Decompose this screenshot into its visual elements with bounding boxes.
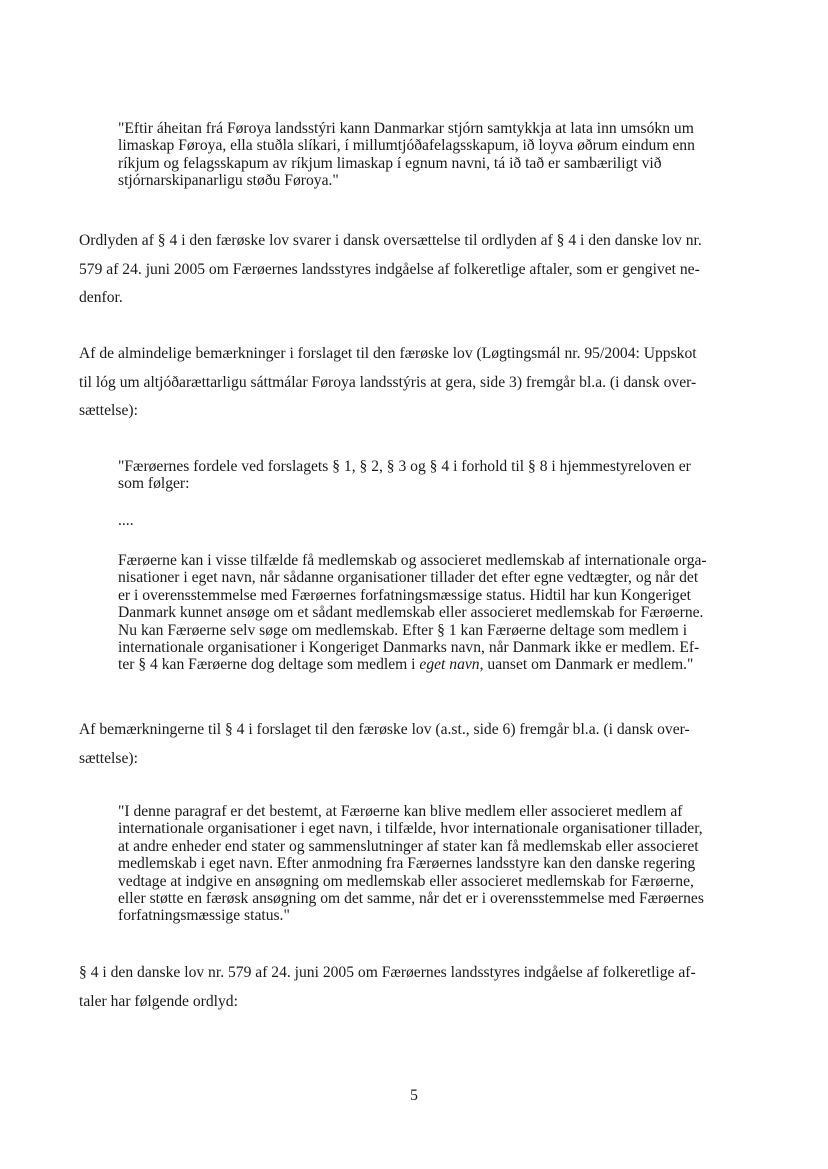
quote-line: er i overensstemmelse med Færøernes forfatningsmæssige status. Hidtil har kun Kongeriget xyxy=(118,586,691,604)
quote-line: Danmark kunnet ansøge om et sådant medlemskab eller associeret medlemskab for Færøerne. xyxy=(118,604,704,622)
paragraph-line: sættelse): xyxy=(79,402,138,420)
paragraph-line: taler har følgende ordlyd: xyxy=(79,992,238,1010)
quote-faroese-law-text xyxy=(118,120,746,190)
paragraph-line: 579 af 24. juni 2005 om Færøernes landsstyres indgåelse af folkeretlige aftaler, som er gengivet ne- xyxy=(79,260,700,278)
quote-line: eller støtte en færøsk ansøgning om det samme, når det er i overensstemmelse med Færøernes xyxy=(118,890,704,908)
paragraph-line: til lóg um altjóðarættarligu sáttmálar Føroya landsstýris at gera, side 3) fremgår bl.a. (i dansk over- xyxy=(79,373,697,391)
paragraph-section4-remarks xyxy=(79,716,749,773)
paragraph-line: Ordlyden af § 4 i den færøske lov svarer i dansk oversættelse til ordlyden af § 4 i den danske lov nr. xyxy=(79,232,702,249)
quote-advantages-intro xyxy=(118,458,746,493)
quote-line: nisationer i eget navn, når sådanne organisationer tillader det efter egne vedtægter, og når det xyxy=(118,569,699,587)
quote-line: "I denne paragraf er det bestemt, at Færøerne kan blive medlem eller associeret medlem af xyxy=(118,803,683,820)
quote-line: limaskap Føroya, ella stuðla slíkari, í millumtjóðafelagsskapum, ið loyva øðrum eindum enn xyxy=(118,137,695,155)
paragraph-general-remarks xyxy=(79,340,749,426)
quote-text: ter § 4 kan Færøerne dog deltage som medlem i xyxy=(118,656,420,674)
quote-italic-text: eget navn xyxy=(419,656,480,674)
quote-text: , uanset om Danmark er medlem." xyxy=(479,656,694,674)
quote-line: internationale organisationer i eget navn, i tilfælde, hvor internationale organisationer tillader, xyxy=(118,820,703,838)
paragraph-line: sættelse): xyxy=(79,749,138,767)
quote-line: forfatningsmæssige status." xyxy=(118,907,290,925)
quote-line: ríkjum og felagsskapum av ríkjum limaskap í egnum navni, tá ið tað er sambæriligt við xyxy=(118,154,662,172)
quote-section4-remarks xyxy=(118,803,750,925)
quote-ellipsis: .... xyxy=(118,512,134,529)
quote-line: internationale organisationer i Kongeriget Danmarks navn, når Danmark ikke er medlem. Ef- xyxy=(118,639,700,657)
paragraph-danish-law-wording xyxy=(79,959,749,1016)
paragraph-line: denfor. xyxy=(79,289,123,307)
quote-line: stjórnarskipanarligu støðu Føroya." xyxy=(118,172,339,190)
quote-line: som følger: xyxy=(118,475,190,493)
quote-line: "Eftir áheitan frá Føroya landsstýri kann Danmarkar stjórn samtykkja at lata inn umsókn um xyxy=(118,120,694,137)
quote-last-line xyxy=(118,656,750,673)
quote-line: "Færøernes fordele ved forslagets § 1, § 2, § 3 og § 4 i forhold til § 8 i hjemmestyreloven er xyxy=(118,458,691,475)
quote-line: Færøerne kan i visse tilfælde få medlemskab og associeret medlemskab af internationale orga- xyxy=(118,552,707,569)
paragraph-line: § 4 i den danske lov nr. 579 af 24. juni 2005 om Færøernes landsstyres indgåelse af folkeretlige af- xyxy=(79,964,696,981)
quote-line: at andre enheder end stater og sammenslutninger af stater kan få medlemskab eller associeret xyxy=(118,837,699,855)
paragraph-line: Af de almindelige bemærkninger i forslaget til den færøske lov (Løgtingsmál nr. 95/2004: Uppskot xyxy=(79,345,697,362)
paragraph-wording xyxy=(79,227,749,313)
quote-line: vedtage at indgive en ansøgning om medlemskab eller associeret medlemskab for Færøerne, xyxy=(118,872,694,890)
paragraph-line: Af bemærkningerne til § 4 i forslaget til den færøske lov (a.st., side 6) fremgår bl.a. (i dansk over- xyxy=(79,721,690,738)
quote-line: medlemskab i eget navn. Efter anmodning fra Færøernes landsstyre kan den danske regering xyxy=(118,855,696,873)
page-number: 5 xyxy=(410,1087,418,1104)
quote-line: Nu kan Færøerne selv søge om medlemskab. Efter § 1 kan Færøerne deltage som medlem i xyxy=(118,621,688,639)
quote-advantages-body xyxy=(118,552,750,674)
